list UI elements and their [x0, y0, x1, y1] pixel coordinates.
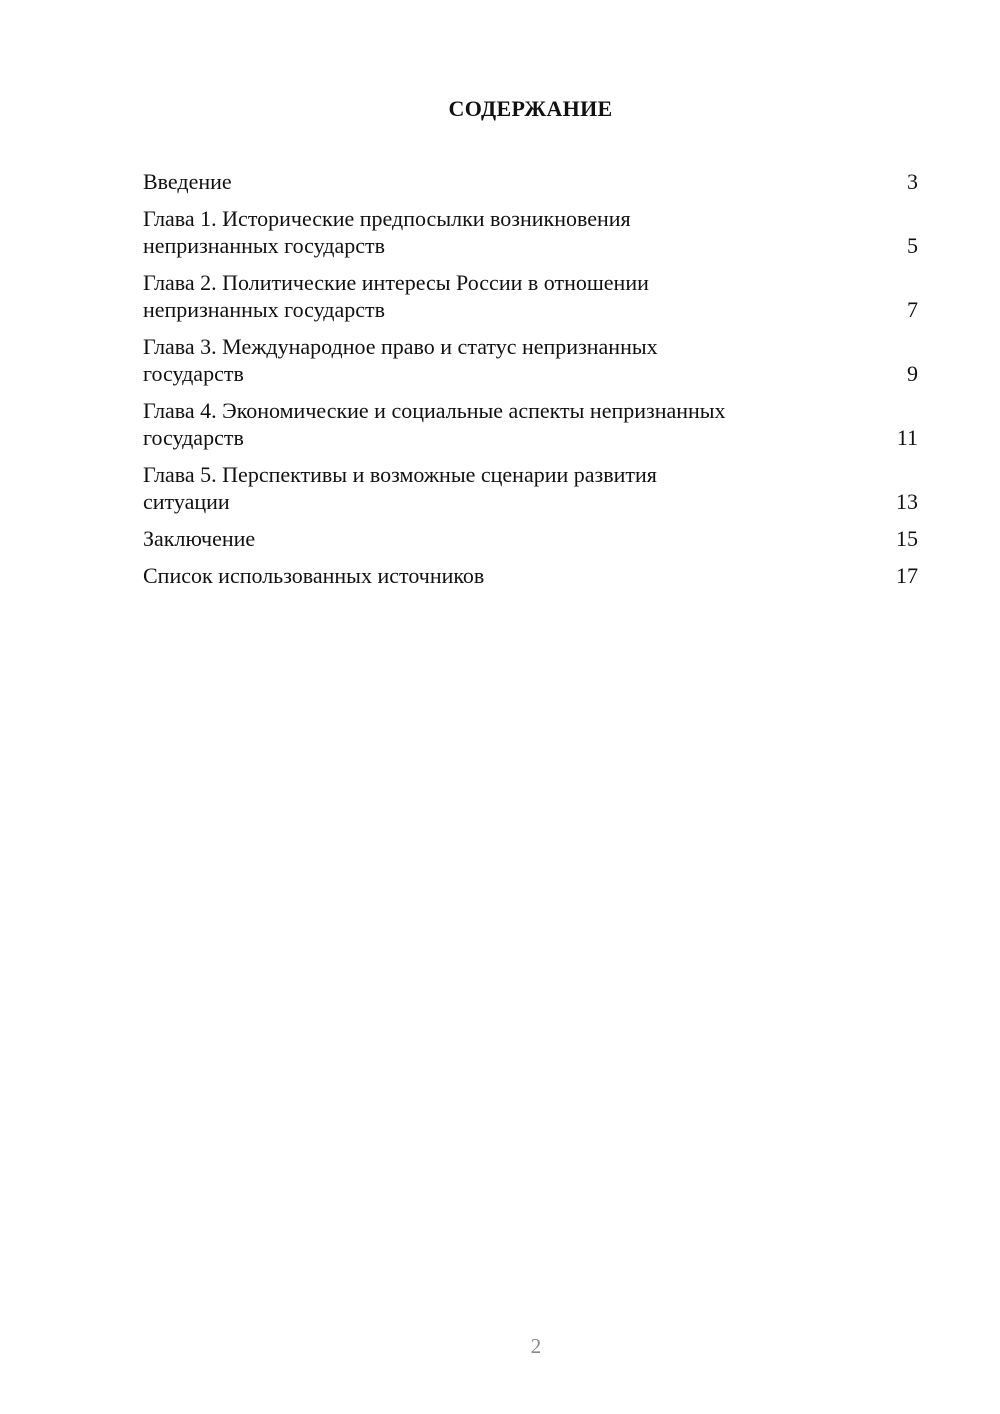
toc-entry-text: Глава 2. Политические интересы России в отношении непризнанных государств: [143, 270, 649, 322]
page-number: 2: [530, 1334, 542, 1358]
toc-entry-references: [143, 562, 918, 589]
toc-entry-conclusion: [143, 525, 918, 552]
toc-entry-text: Заключение: [143, 526, 256, 551]
toc-entry-page: 15: [896, 526, 918, 551]
toc-entry-introduction: [143, 168, 918, 195]
toc-entry-text: Глава 5. Перспективы и возможные сценарии развития ситуации: [143, 462, 657, 514]
toc-entry-page: 11: [896, 425, 918, 450]
toc-entry-text: Список использованных источников: [143, 563, 485, 588]
toc-entry-text: Введение: [143, 169, 232, 194]
table-of-contents: [143, 168, 918, 599]
toc-entry-chapter-4: [143, 397, 918, 451]
toc-entry-page: 17: [896, 563, 918, 588]
toc-entry-page: 7: [907, 297, 918, 322]
toc-entry-page: 5: [907, 233, 918, 258]
toc-entry-chapter-2: [143, 269, 918, 323]
toc-entry-text: Глава 4. Экономические и социальные аспекты непризнанных государств: [143, 398, 726, 450]
toc-entry-page: 13: [896, 489, 918, 514]
toc-entry-text: Глава 1. Исторические предпосылки возникновения непризнанных государств: [143, 206, 631, 258]
toc-entry-chapter-1: [143, 205, 918, 259]
toc-entry-text: Глава 3. Международное право и статус непризнанных государств: [143, 334, 658, 386]
toc-entry-page: 3: [907, 169, 918, 194]
page-title: СОДЕРЖАНИЕ: [448, 96, 613, 121]
toc-entry-chapter-5: [143, 461, 918, 515]
toc-entry-page: 9: [907, 361, 918, 386]
toc-entry-chapter-3: [143, 333, 918, 387]
